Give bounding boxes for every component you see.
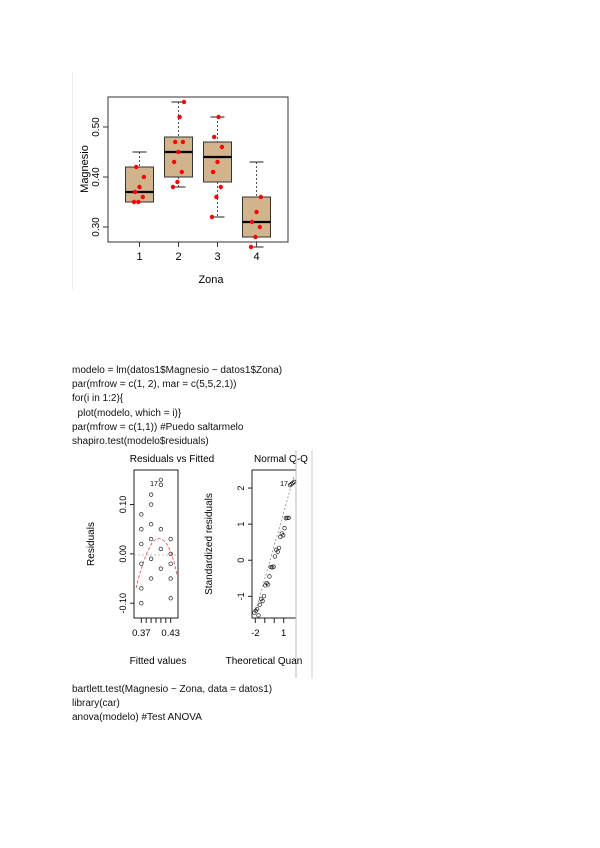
y-tick-label: 0.10 (118, 495, 128, 514)
x-axis-title: Zona (198, 274, 224, 286)
code-line: shapiro.test(modelo$residuals) (72, 436, 209, 448)
data-point (142, 175, 146, 179)
data-point (173, 140, 177, 144)
residual-point (140, 562, 144, 566)
data-point (253, 235, 257, 239)
x-tick-label: 4 (253, 251, 260, 263)
residual-point (159, 567, 163, 571)
residual-point (159, 483, 163, 487)
data-point (141, 195, 145, 199)
qq-x-title: Theoretical Quan (225, 656, 303, 667)
y-axis (91, 117, 108, 237)
code-line: anova(modelo) #Test ANOVA (72, 712, 202, 724)
qq-reference-line (256, 476, 294, 610)
y-tick-label: 0.40 (91, 167, 102, 187)
code-line: modelo = lm(datos1$Magnesio ~ datos1$Zona) (72, 365, 283, 376)
resid-plot-frame (134, 470, 178, 618)
residual-point (140, 513, 144, 517)
resid-x-axis (132, 618, 180, 639)
residual-point (149, 537, 153, 541)
y-tick-label: -1 (236, 592, 246, 601)
code-block-1 (72, 364, 282, 449)
y-tick-label: 2 (236, 485, 246, 491)
qq-point (273, 555, 277, 559)
qq-plot-frame (252, 470, 296, 618)
qq-x-axis (251, 618, 286, 639)
data-point (136, 200, 140, 204)
x-tick-label: 3 (214, 251, 221, 263)
data-point (180, 170, 184, 174)
qq-point (262, 594, 266, 598)
residual-point (140, 601, 144, 605)
code-line: par(mfrow = c(1, 2), mar = c(5,5,2,1)) (72, 379, 237, 391)
qq-outlier-label: 17 (280, 481, 288, 488)
y-tick-label: -0.10 (118, 592, 128, 614)
resid-points (140, 478, 173, 605)
qq-point (277, 546, 281, 550)
data-point (250, 220, 254, 224)
residual-point (149, 503, 153, 507)
data-point (134, 165, 138, 169)
data-point (176, 150, 180, 154)
data-point (132, 200, 136, 204)
data-point (219, 185, 223, 189)
residual-point (149, 577, 153, 581)
box-zona-2 (165, 137, 193, 177)
residual-point (140, 527, 144, 531)
qq-point (268, 575, 272, 579)
x-tick-label: 0.43 (161, 628, 180, 639)
x-tick-label: 0.37 (132, 628, 151, 639)
qq-plot-title: Normal Q-Q (254, 454, 308, 465)
x-tick-label: 1 (136, 251, 143, 263)
resid-outlier-label: 17 (150, 481, 158, 488)
x-axis (136, 242, 259, 263)
data-point (210, 215, 214, 219)
boxes (126, 102, 271, 247)
resid-y-axis (118, 496, 134, 614)
residual-point (169, 596, 173, 600)
x-tick-label: 2 (175, 251, 182, 263)
y-tick-label: 0.00 (118, 545, 128, 563)
data-point (212, 135, 216, 139)
residual-point (159, 547, 163, 551)
data-point (220, 145, 224, 149)
residual-point (159, 527, 163, 531)
data-point (249, 245, 253, 249)
residual-point (169, 577, 173, 581)
data-point (258, 225, 262, 229)
data-point (172, 160, 176, 164)
qq-points (253, 480, 296, 617)
residual-point (169, 537, 173, 541)
resid-x-title: Fitted values (129, 656, 187, 667)
residual-point (140, 587, 144, 591)
resid-y-title: Residuals (86, 522, 97, 566)
residual-point (140, 542, 144, 546)
residual-point (159, 478, 163, 482)
code-line: bartlett.test(Magnesio ~ Zona, data = datos1) (72, 684, 273, 695)
data-point (137, 185, 141, 189)
data-point (175, 180, 179, 184)
residual-point (169, 562, 173, 566)
boxplot-chart (72, 72, 312, 290)
y-tick-label: 0.50 (91, 117, 102, 137)
box-zona-4 (243, 197, 271, 237)
data-point (215, 160, 219, 164)
residual-point (149, 493, 153, 497)
qq-y-axis (236, 486, 252, 601)
data-point (214, 195, 218, 199)
code-line: library(car) (72, 698, 120, 710)
data-point (211, 170, 215, 174)
data-point (133, 190, 137, 194)
data-point (259, 195, 263, 199)
y-tick-label: 0.30 (91, 217, 102, 237)
y-tick-label: 1 (236, 521, 246, 527)
code-line: for(i in 1:2){ (72, 393, 124, 405)
qq-point (257, 614, 261, 618)
data-point (254, 210, 258, 214)
box-zona-1 (126, 167, 154, 202)
resid-plot-title: Residuals vs Fitted (129, 454, 215, 465)
code-line: par(mfrow = c(1,1)) #Puedo saltarmelo (72, 421, 244, 433)
x-tick-label: -2 (251, 628, 260, 639)
qq-y-title: Standardized residuals (204, 493, 215, 595)
code-line: plot(modelo, which = i)} (72, 407, 182, 419)
data-point (181, 140, 185, 144)
data-point (182, 100, 186, 104)
y-axis-title: Magnesio (79, 145, 91, 193)
qq-point (258, 603, 262, 607)
residual-point (149, 557, 153, 561)
diagnostic-plots (72, 448, 316, 678)
y-tick-label: 0 (236, 557, 246, 563)
residual-point (149, 522, 153, 526)
data-point (216, 115, 220, 119)
x-tick-label: 1 (281, 628, 287, 639)
code-block-2 (72, 683, 272, 726)
data-point (171, 185, 175, 189)
qq-point (283, 526, 287, 530)
data-point (177, 115, 181, 119)
